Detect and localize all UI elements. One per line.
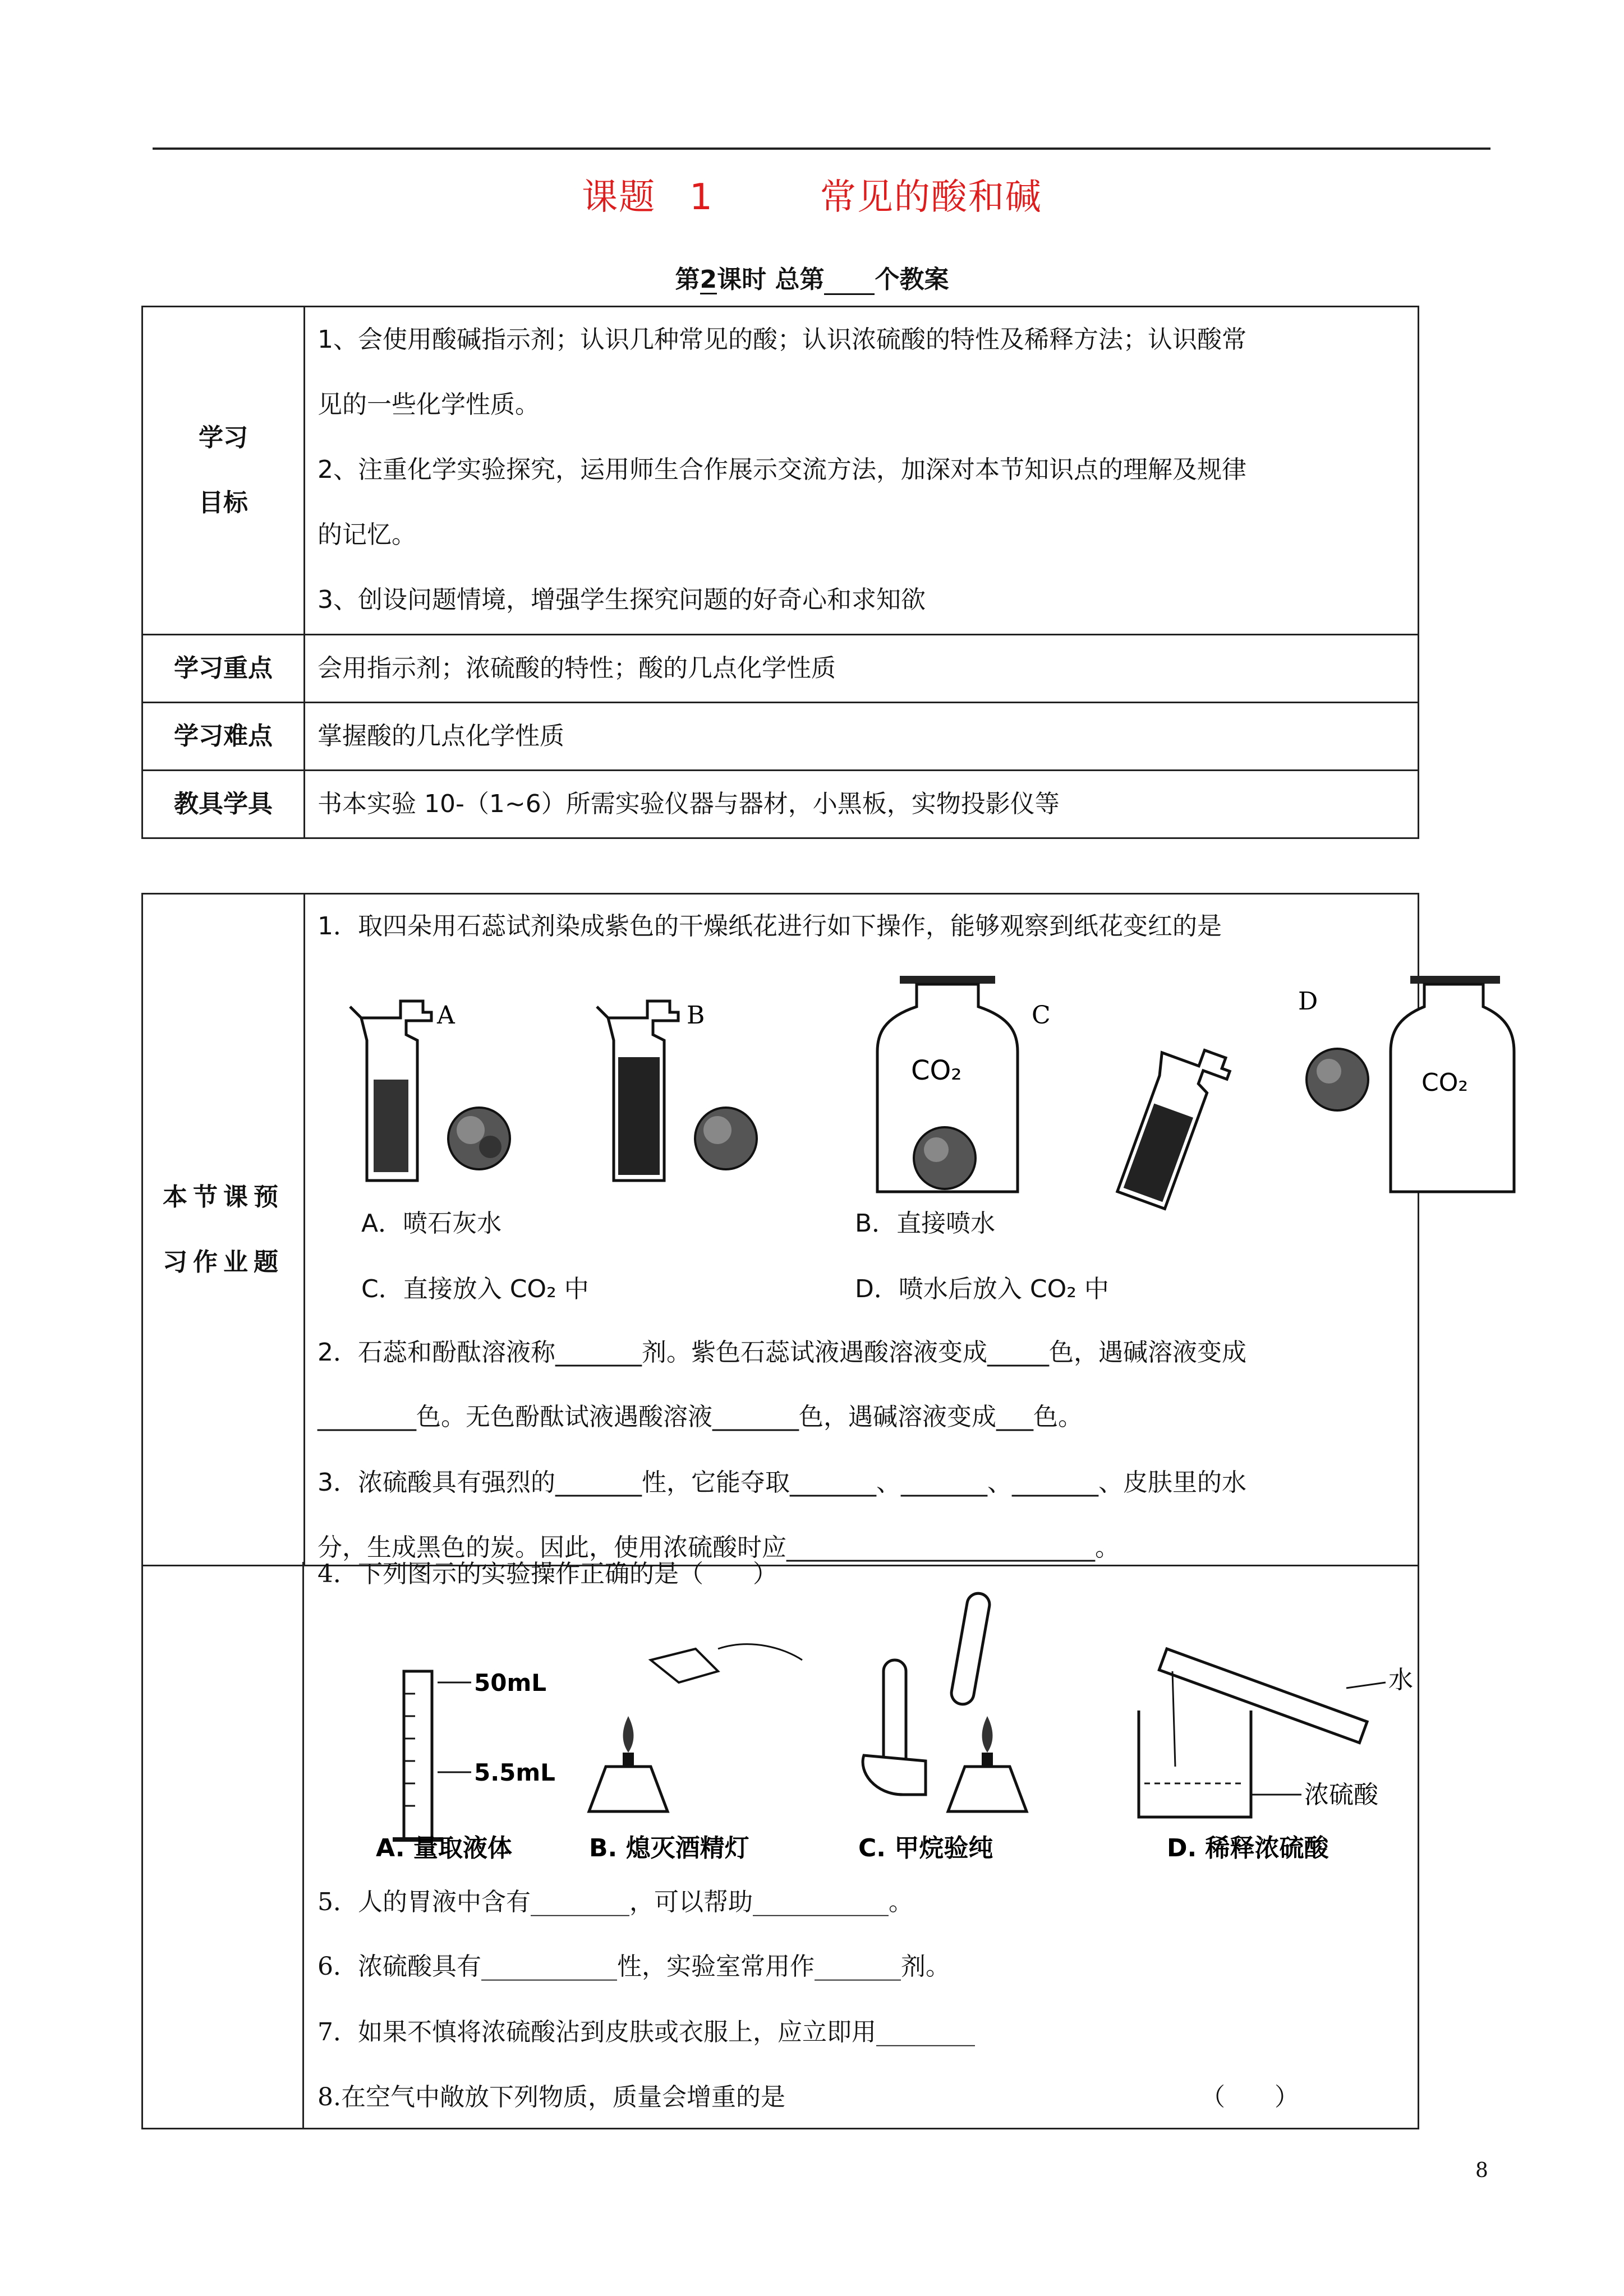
question-2-line1: 2．石蕊和酚酞溶液称_______剂。紫色石蕊试液遇酸溶液变成_____色，遇碱溶液变成 (318, 1338, 1246, 1367)
homework-label (142, 894, 305, 1566)
homework-label-line1: 本节课预 (163, 1182, 284, 1211)
question-5: 5．人的胃液中含有________，可以帮助___________。 (318, 1888, 913, 1916)
homework-row (142, 894, 1419, 1566)
q1-label-a: A (437, 1001, 455, 1030)
q4-label-b: B. 熄灭酒精灯 (589, 1834, 749, 1862)
subtitle-part-c: 个教案 (875, 265, 949, 294)
objectives-row (142, 307, 1419, 635)
lesson-subtitle (0, 259, 1624, 295)
question-3-line2: 分，生成黑色的炭。因此，使用浓硫酸时应_________________________。 (318, 1533, 1120, 1562)
title-prefix: 课题 (582, 177, 656, 218)
q1-label-b: B (687, 1001, 705, 1030)
q4-a-55ml: 5.5mL (474, 1759, 555, 1786)
q4-d-water: 水 (1388, 1666, 1413, 1694)
subtitle-lesson-number: 2 (700, 265, 717, 294)
homework-table (141, 893, 1468, 1566)
spray-bottle-b-icon (597, 1001, 678, 1181)
spray-bottle-a-icon (350, 1001, 431, 1181)
lesson-title (0, 168, 1624, 220)
q1-option-c: C．直接放入 CO₂ 中 (361, 1275, 589, 1303)
question-7: 7．如果不慎将浓硫酸沾到皮肤或衣服上，应立即用________ (318, 2018, 975, 2046)
q1-label-c: C (1032, 1001, 1051, 1030)
q1-option-d: D．喷水后放入 CO₂ 中 (855, 1275, 1109, 1303)
q1-co2-c: CO₂ (911, 1055, 962, 1086)
q4-lab-operations-figure (337, 1626, 1413, 1868)
question-8-answer-paren: （ ） (1200, 2083, 1299, 2111)
q4-a-50ml: 50mL (474, 1669, 546, 1696)
subtitle-part-a: 第 (675, 265, 700, 294)
lesson-plan-table (141, 306, 1419, 839)
flower-d-icon (1306, 1049, 1368, 1110)
q4-d-acid: 浓硫酸 (1304, 1781, 1378, 1809)
objective-line: 见的一些化学性质。 (318, 390, 540, 419)
q4-label-d: D. 稀释浓硫酸 (1167, 1834, 1329, 1862)
q1-co2-d: CO₂ (1421, 1068, 1468, 1097)
homework-content (305, 894, 1468, 1566)
key-points-row (142, 635, 1419, 703)
flower-a-icon (448, 1108, 510, 1169)
question-6: 6．浓硫酸具有___________性，实验室常用作_______剂。 (318, 1952, 950, 1981)
question-8: 8.在空气中敞放下列物质，质量会增重的是 (318, 2083, 785, 2111)
objectives-label-line1: 学习 (199, 423, 248, 452)
spray-bottle-d-icon (1112, 1037, 1234, 1214)
header-rule (153, 147, 1490, 150)
teaching-tools-row (142, 771, 1419, 838)
difficult-points-label: 学习难点 (142, 703, 305, 771)
question-4: 4．下列图示的实验操作正确的是（ ） (318, 1560, 778, 1588)
teaching-tools-content: 书本实验 10-（1~6）所需实验仪器与器材，小黑板，实物投影仪等 (305, 771, 1419, 838)
key-points-content: 会用指示剂；浓硫酸的特性；酸的几点化学性质 (305, 635, 1419, 703)
teaching-tools-label: 教具学具 (142, 771, 305, 838)
question-3-line1: 3．浓硫酸具有强烈的_______性，它能夺取_______、_______、_______、皮肤里的水 (318, 1468, 1246, 1497)
key-points-label: 学习重点 (142, 635, 305, 703)
homework-column-divider (302, 1562, 304, 2128)
objectives-label (142, 307, 305, 635)
q4-label-a: A. 量取液体 (376, 1834, 512, 1862)
flower-b-icon (695, 1108, 757, 1169)
objective-line: 的记忆。 (318, 520, 416, 549)
question-1: 1．取四朵用石蕊试剂染成紫色的干燥纸花进行如下操作，能够观察到纸花变红的是 (318, 912, 1222, 940)
q1-option-a: A．喷石灰水 (361, 1209, 502, 1238)
objective-line: 1、会使用酸碱指示剂；认识几种常见的酸；认识浓硫酸的特性及稀释方法；认识酸常 (318, 325, 1246, 354)
title-text: 常见的酸和碱 (820, 177, 1042, 218)
objectives-content (305, 307, 1419, 635)
title-number: 1 (689, 177, 714, 218)
q1-option-b: B．直接喷水 (855, 1209, 996, 1238)
objectives-label-line2: 目标 (199, 488, 248, 517)
objective-line: 3、创设问题情境，增强学生探究问题的好奇心和求知欲 (318, 585, 926, 614)
q1-spray-figure (339, 967, 1517, 1203)
objective-line: 2、注重化学实验探究，运用师生合作展示交流方法，加深对本节知识点的理解及规律 (318, 455, 1246, 484)
question-2-line2: ________色。无色酚酞试液遇酸溶液_______色，遇碱溶液变成___色。 (318, 1403, 1083, 1431)
homework-label-line2: 习作业题 (163, 1247, 284, 1276)
subtitle-part-b: 课时 总第 (717, 265, 825, 294)
q4-label-c: C. 甲烷验纯 (858, 1834, 993, 1862)
alcohol-lamp-b-icon (589, 1644, 802, 1811)
page-number: 8 (1475, 2159, 1488, 2182)
graduated-cylinder-icon (393, 1671, 471, 1839)
q1-label-d: D (1298, 987, 1318, 1016)
difficult-points-content: 掌握酸的几点化学性质 (305, 703, 1419, 771)
difficult-points-row (142, 703, 1419, 771)
subtitle-blank (824, 269, 875, 295)
